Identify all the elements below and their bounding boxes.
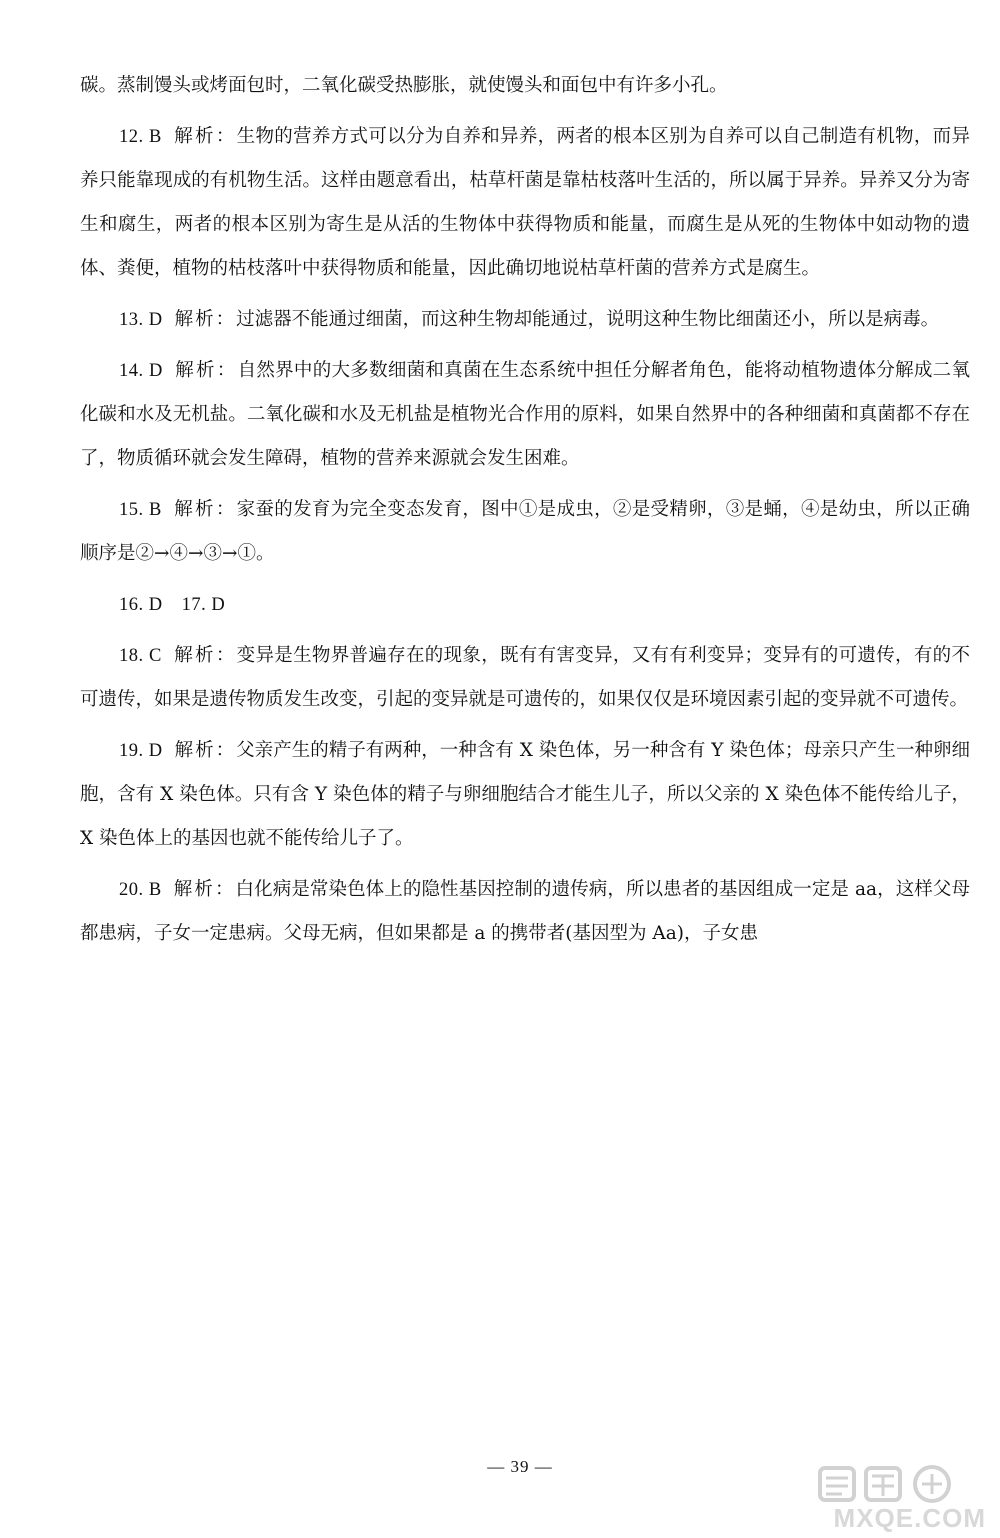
analysis-label: 解析：	[174, 740, 237, 761]
answer-13	[80, 298, 970, 342]
paragraph-text: 自然界中的大多数细菌和真菌在生态系统中担任分解者角色，能将动植物遗体分解成二氧化碳和水及无机盐。二氧化碳和水及无机盐是植物光合作用的原料，如果自然界中的各种细菌和真菌都不存在了，物质循环就会发生障碍，植物的营养来源就会发生困难。	[80, 360, 970, 469]
analysis-label: 解析：	[173, 645, 237, 666]
question-number: 13. D	[119, 310, 163, 330]
page-number: — 39 —	[487, 1457, 553, 1476]
question-number: 20. B	[119, 880, 162, 900]
question-number: 14. D	[119, 361, 163, 381]
paragraph-text: 家蚕的发育为完全变态发育，图中①是成虫，②是受精卵，③是蛹，④是幼虫，所以正确顺序是②→④→③→①。	[80, 499, 970, 564]
paragraph-text: 碳。蒸制馒头或烤面包时，二氧化碳受热膨胀，就使馒头和面包中有许多小孔。	[80, 75, 728, 96]
watermark-label: MXQE.COM	[833, 1503, 986, 1533]
paragraph-text: 过滤器不能通过细菌，而这种生物却能通过，说明这种生物比细菌还小，所以是病毒。	[236, 309, 940, 330]
answer-16-17	[80, 583, 970, 627]
paragraph-text: 父亲产生的精子有两种，一种含有 X 染色体，另一种含有 Y 染色体；母亲只产生一种卵细胞，含有 X 染色体。只有含 Y 染色体的精子与卵细胞结合才能生儿子，所以父亲的 X 染色体不能传给儿子，X 染色体上的基因也就不能传给儿子了。	[80, 740, 970, 849]
question-number: 16. D 17. D	[119, 595, 226, 615]
paragraph-text: 白化病是常染色体上的隐性基因控制的遗传病，所以患者的基因组成一定是 aa，这样父母都患病，子女一定患病。父母无病，但如果都是 a 的携带者(基因型为 Aa)，子女患	[80, 879, 970, 944]
answer-20	[80, 868, 970, 956]
analysis-label: 解析：	[174, 309, 237, 330]
answer-18	[80, 634, 970, 722]
answer-explanations	[80, 64, 970, 963]
answer-12	[80, 115, 970, 291]
question-number: 15. B	[119, 500, 162, 520]
paragraph-text: 生物的营养方式可以分为自养和异养，两者的根本区别为自养可以自己制造有机物，而异养只能靠现成的有机物生活。这样由题意看出，枯草杆菌是靠枯枝落叶生活的，所以属于异养。异养又分为寄生和腐生，两者的根本区别为寄生是从活的生物体中获得物质和能量，而腐生是从死的生物体中如动物的遗体、粪便，植物的枯枝落叶中获得物质和能量，因此确切地说枯草杆菌的营养方式是腐生。	[80, 126, 970, 279]
question-number: 19. D	[119, 741, 163, 761]
answer-15	[80, 488, 970, 576]
paragraph-continuation	[80, 64, 970, 108]
analysis-label: 解析：	[174, 360, 238, 381]
question-number: 18. C	[119, 646, 162, 666]
question-number: 12. B	[119, 127, 162, 147]
analysis-label: 解析：	[173, 879, 236, 900]
analysis-label: 解析：	[173, 126, 237, 147]
stamp-logo-icon	[814, 1462, 964, 1506]
watermark	[796, 1462, 986, 1534]
paragraph-text: 变异是生物界普遍存在的现象，既有有害变异，又有有利变异；变异有的可遗传，有的不可遗传，如果是遗传物质发生改变，引起的变异就是可遗传的，如果仅仅是环境因素引起的变异就不可遗传。	[80, 645, 970, 710]
analysis-label: 解析：	[173, 499, 237, 520]
answer-19	[80, 729, 970, 861]
answer-14	[80, 349, 970, 481]
